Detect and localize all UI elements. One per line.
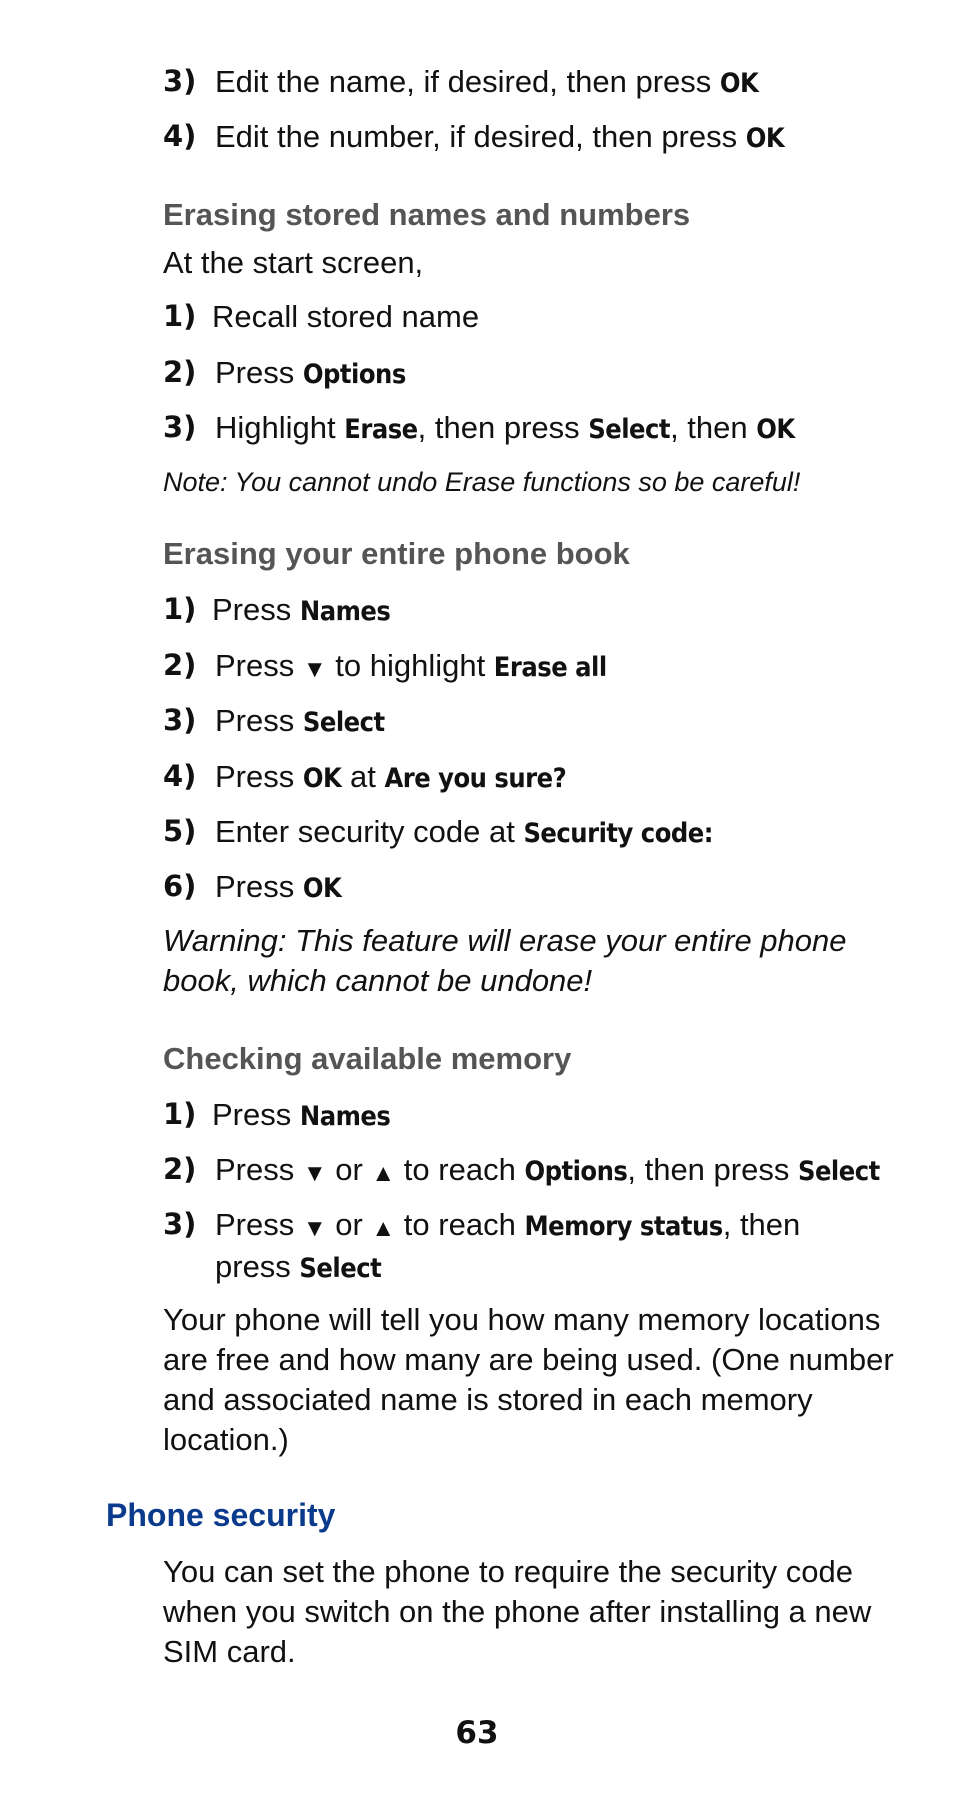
step-text: Edit the number, if desired, then press (215, 119, 746, 154)
step-text: Highlight (215, 410, 345, 445)
step-text: Press (212, 592, 300, 627)
step-text: to reach (395, 1152, 525, 1187)
key-ok: OK (745, 123, 785, 154)
step-number: 1) (163, 1097, 197, 1131)
key-names: Names (299, 596, 391, 627)
step-text: , then press (215, 1207, 801, 1284)
key-options: Options (302, 359, 406, 390)
step-number: 3) (163, 64, 197, 98)
key-memory-status: Memory status (524, 1211, 723, 1242)
memory-step-1 (163, 1095, 883, 1136)
step-number: 5) (163, 814, 197, 848)
key-ok: OK (719, 68, 759, 99)
erase-all-step-5 (163, 812, 883, 853)
key-ok: OK (756, 414, 795, 445)
step-number: 3) (163, 703, 197, 737)
step-text: at (341, 759, 385, 794)
intro-text: At the start screen, (163, 245, 424, 280)
key-erase-all: Erase all (493, 652, 607, 683)
step-text: to highlight (326, 648, 494, 683)
step-text: Press (215, 648, 303, 683)
step-text: , then press (417, 410, 589, 445)
step-number: 3) (163, 410, 197, 444)
key-select: Select (797, 1156, 880, 1187)
erase-all-step-4 (163, 757, 883, 798)
erase-stored-step-2 (163, 353, 883, 394)
memory-step-2 (163, 1150, 883, 1192)
down-arrow-icon: ▼ (302, 656, 327, 683)
key-erase: Erase (344, 414, 418, 445)
edit-step-4 (163, 117, 883, 158)
step-text: Press (215, 869, 303, 904)
heading-erasing-all: Erasing your entire phone book (163, 536, 630, 571)
step-number: 2) (163, 648, 197, 682)
step-text: or (326, 1207, 372, 1242)
section-title-phone-security: Phone security (106, 1497, 336, 1533)
step-text: Press (215, 703, 303, 738)
step-number: 4) (163, 119, 197, 153)
memory-paragraph: Your phone will tell you how many memory locations are free and how many are being used. (One number and associated name is stored in each memory location.) (163, 1302, 894, 1457)
erase-all-step-2 (163, 646, 883, 688)
erase-all-warning: Warning: This feature will erase your entire phone book, which cannot be undone! (163, 923, 847, 998)
down-arrow-icon: ▼ (302, 1160, 327, 1187)
key-select: Select (299, 1253, 382, 1284)
up-arrow-icon: ▲ (371, 1215, 396, 1242)
phone-security-paragraph: You can set the phone to require the security code when you switch on the phone after installing a new SIM card. (163, 1554, 872, 1669)
step-text: Press (215, 1207, 303, 1242)
erase-stored-step-3 (163, 408, 883, 449)
step-number: 1) (163, 299, 197, 333)
heading-checking-memory: Checking available memory (163, 1041, 572, 1076)
step-text: , then (670, 410, 757, 445)
key-ok: OK (302, 763, 342, 794)
erase-all-step-1 (163, 590, 883, 631)
edit-step-3 (163, 62, 883, 103)
display-are-you-sure: Are you sure? (384, 763, 567, 794)
step-text: Press (215, 355, 303, 390)
down-arrow-icon: ▼ (302, 1215, 327, 1242)
key-select: Select (302, 707, 385, 738)
memory-step-3 (163, 1205, 883, 1288)
up-arrow-icon: ▲ (371, 1160, 396, 1187)
step-number: 2) (163, 1152, 197, 1186)
page-number: 63 (455, 1715, 499, 1751)
display-security-code: Security code: (523, 818, 713, 849)
step-text: Press (212, 1097, 300, 1132)
step-text: Recall stored name (212, 299, 480, 334)
step-text: , then press (627, 1152, 798, 1187)
key-options: Options (524, 1156, 628, 1187)
step-number: 3) (163, 1207, 197, 1241)
heading-erasing-stored: Erasing stored names and numbers (163, 197, 691, 232)
step-number: 6) (163, 869, 197, 903)
step-number: 1) (163, 592, 197, 626)
key-ok: OK (302, 873, 342, 904)
key-names: Names (299, 1101, 391, 1132)
step-number: 4) (163, 759, 197, 793)
step-text: Press (215, 1152, 303, 1187)
step-text: to reach (395, 1207, 525, 1242)
erase-stored-step-1 (163, 297, 883, 336)
step-text: Edit the name, if desired, then press (215, 64, 720, 99)
erase-all-step-3 (163, 701, 883, 742)
step-text: Enter security code at (215, 814, 524, 849)
step-text: Press (215, 759, 303, 794)
step-text: or (326, 1152, 372, 1187)
step-number: 2) (163, 355, 197, 389)
erase-all-step-6 (163, 867, 883, 908)
erase-note: Note: You cannot undo Erase functions so be careful! (163, 467, 801, 497)
key-select: Select (588, 414, 671, 445)
